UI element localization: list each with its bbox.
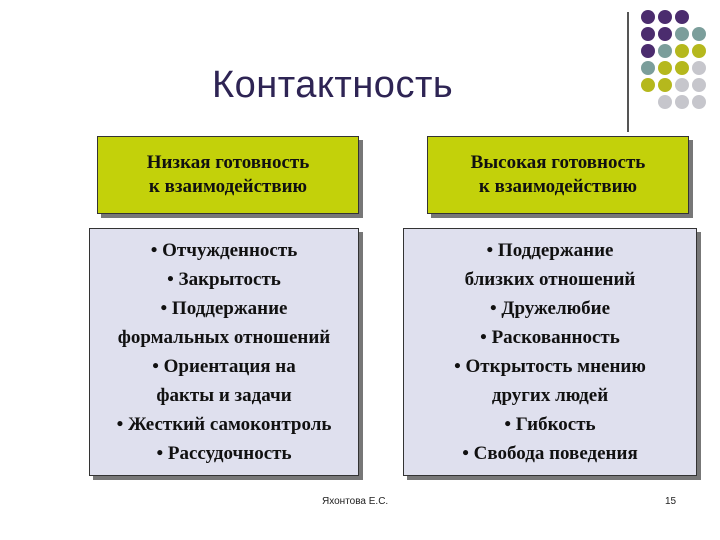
decorative-dot [675, 95, 689, 109]
decorative-dot [658, 61, 672, 75]
list-item: • Рассудочность [156, 443, 292, 464]
slide-title: Контактность [212, 64, 454, 106]
decorative-dot [658, 10, 672, 24]
decorative-dot [658, 78, 672, 92]
decorative-dot [641, 10, 655, 24]
low-readiness-header-line-2: к взаимодействию [148, 176, 308, 197]
list-item: • Дружелюбие [489, 298, 611, 319]
list-item: • Закрытость [167, 269, 281, 290]
list-item: • Открытость мнению [454, 356, 646, 377]
decorative-dot [692, 78, 706, 92]
decorative-dot [675, 10, 689, 24]
decorative-dot [675, 27, 689, 41]
list-item: других людей [491, 385, 609, 406]
low-readiness-header-line-1: Низкая готовность [146, 152, 310, 173]
decorative-dot [675, 78, 689, 92]
author-footer: Яхонтова Е.С. [322, 496, 389, 507]
list-item: • Отчужденность [150, 240, 298, 261]
decorative-dot [658, 44, 672, 58]
decorative-dot [658, 27, 672, 41]
decorative-dot [692, 27, 706, 41]
list-item: • Поддержание [160, 298, 288, 319]
decorative-dot-grid [641, 10, 720, 120]
list-item: • Свобода поведения [462, 443, 638, 464]
low-readiness-traits [89, 228, 359, 476]
list-item: • Ориентация на [152, 356, 296, 377]
list-item: • Раскованность [480, 327, 620, 348]
page-number: 15 [665, 496, 677, 507]
decorative-dot [692, 44, 706, 58]
high-readiness-header [427, 136, 689, 214]
low-readiness-header [97, 136, 359, 214]
decorative-dot [692, 95, 706, 109]
list-item: факты и задачи [156, 385, 292, 406]
decorative-dot [675, 44, 689, 58]
decorative-dot [641, 44, 655, 58]
high-readiness-traits [403, 228, 697, 476]
decorative-dot [641, 78, 655, 92]
divider-line [627, 12, 629, 132]
list-item: • Жесткий самоконтроль [116, 414, 332, 435]
list-item: формальных отношений [117, 327, 331, 348]
decorative-dot [675, 61, 689, 75]
decorative-dot [658, 95, 672, 109]
list-item: • Гибкость [504, 414, 596, 435]
high-readiness-header-line-1: Высокая готовность [470, 152, 646, 173]
list-item: • Поддержание [486, 240, 614, 261]
decorative-dot [641, 27, 655, 41]
list-item: близких отношений [464, 269, 636, 290]
decorative-dot [641, 61, 655, 75]
high-readiness-header-line-2: к взаимодействию [478, 176, 638, 197]
decorative-dot [692, 61, 706, 75]
